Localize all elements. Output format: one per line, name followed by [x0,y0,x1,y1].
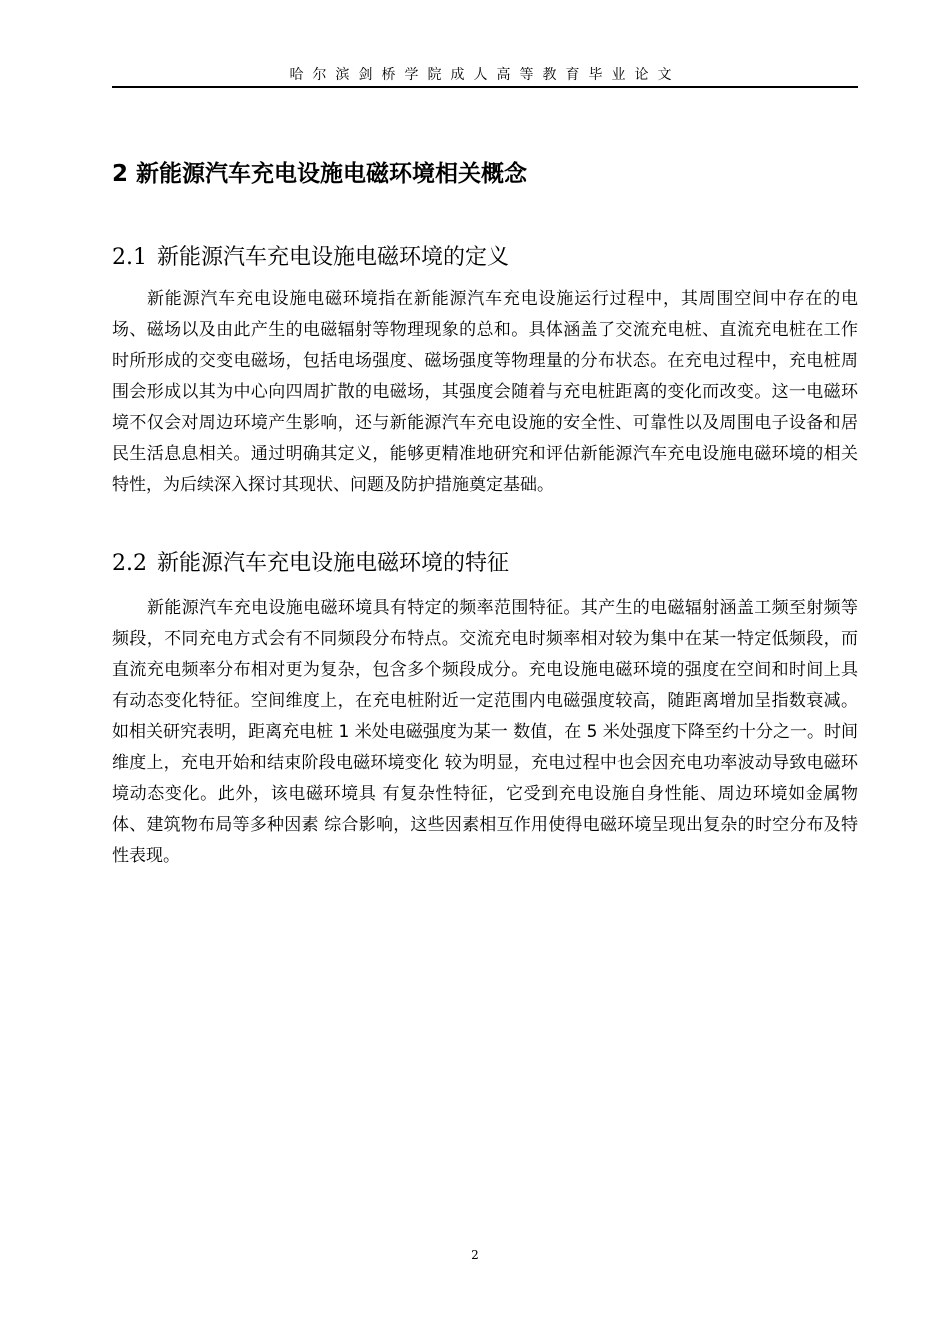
chapter-title: 2 新能源汽车充电设施电磁环境相关概念 [112,161,528,187]
section-heading-2-1 [112,243,509,273]
section-title: 新能源汽车充电设施电磁环境的定义 [157,245,510,270]
section-title: 新能源汽车充电设施电磁环境的特征 [157,551,510,576]
page-number: 2 [471,1248,479,1262]
running-header: 哈尔滨剑桥学院成人高等教育毕业论文 [289,67,681,83]
section-paragraph-2-2: 新能源汽车充电设施电磁环境具有特定的频率范围特征。其产生的电磁辐射涵盖工频至射频等频段，不同充电方式会有不同频段分布特点。交流充电时频率相对较为集中在某一特定低频段，而直流充电频率分布相对更为复杂，包含多个频段成分。充电设施电磁环境的强度在空间和时间上具有动态变化特征。空间维度上，在充电桩附近一定范围内电磁强度较高，随距离增加呈指数衰减。如相关研究表明，距离充电桩 1 米处电磁强度为某一 数值，在 5 米处强度下降至约十分之一。时间维度上，充电开始和结束阶段电磁环境变化 较为明显，充电过程中也会因充电功率波动导致电磁环境动态变化。此外，该电磁环境具 有复杂性特征，它受到充电设施自身性能、周边环境如金属物体、建筑物布局等多种因素 综合影响，这些因素相互作用使得电磁环境呈现出复杂的时空分布及特性表现。 [112,598,858,866]
header-rule [112,86,858,88]
section-heading-2-2 [112,549,509,579]
section-paragraph-2-1: 新能源汽车充电设施电磁环境指在新能源汽车充电设施运行过程中，其周围空间中存在的电场、磁场以及由此产生的电磁辐射等物理现象的总和。具体涵盖了交流充电桩、直流充电桩在工作时所形成的交变电磁场，包括电场强度、磁场强度等物理量的分布状态。在充电过程中，充电桩周围会形成以其为中心向四周扩散的电磁场，其强度会随着与充电桩距离的变化而改变。这一电磁环境不仅会对周边环境产生影响，还与新能源汽车充电设施的安全性、可靠性以及周围电子设备和居民生活息息相关。通过明确其定义，能够更精准地研究和评估新能源汽车充电设施电磁环境的相关特性，为后续深入探讨其现状、问题及防护措施奠定基础。 [112,289,858,495]
section-number: 2.2 [112,551,147,576]
section-number: 2.1 [112,245,147,270]
